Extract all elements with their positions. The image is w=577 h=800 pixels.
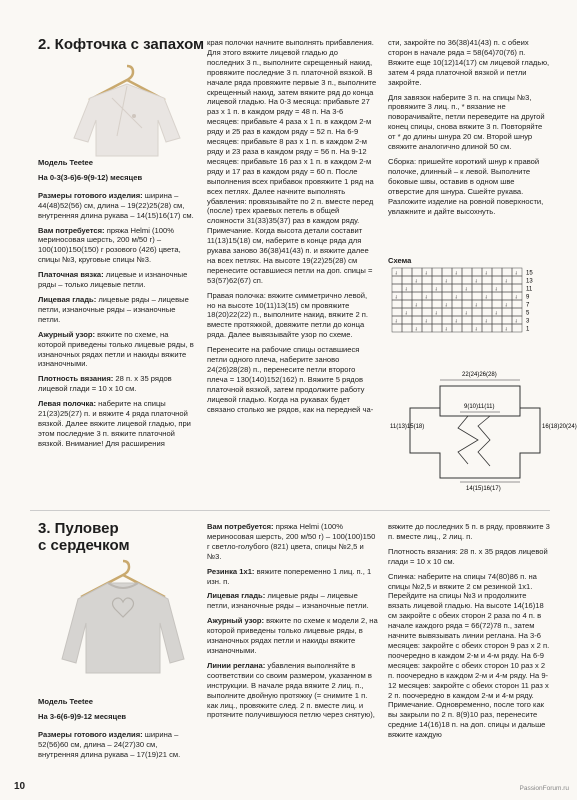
chart-cell bbox=[432, 324, 442, 332]
chart-cell bbox=[422, 284, 432, 292]
scheme-label: Схема bbox=[388, 256, 412, 265]
chart-symbol: ↓ bbox=[414, 302, 418, 309]
section2-col2-para bbox=[207, 522, 379, 562]
section2-sizes: На 3-6(6-9)9-12 месяцев bbox=[38, 711, 127, 721]
chart-row-label: 7 bbox=[526, 302, 530, 309]
chart-cell bbox=[402, 300, 412, 308]
chart-cell bbox=[402, 324, 412, 332]
section1-col1-para-heading: Плотность вязания: bbox=[38, 374, 114, 384]
chart-cell bbox=[482, 324, 492, 332]
section1-col1-para-heading: Размеры готового изделия: bbox=[38, 190, 143, 200]
section2-col1-para-text: ширина – 52(56)60 см, длина – 24(27)30 см, внутренняя длина рукава – 17(19)21 см. bbox=[38, 729, 181, 759]
chart-cell bbox=[452, 276, 462, 284]
chart-cell bbox=[422, 308, 432, 316]
section1-col1-para bbox=[38, 374, 198, 394]
chart-cell bbox=[462, 268, 472, 276]
chart-symbol: ↓ bbox=[474, 302, 478, 309]
chart-cell bbox=[452, 284, 462, 292]
section1-col1-para-heading: Ажурный узор: bbox=[38, 329, 95, 339]
chart-cell bbox=[452, 300, 462, 308]
section2-col1-para-heading: Размеры готового изделия: bbox=[38, 729, 143, 739]
section2-col2-para bbox=[207, 616, 379, 656]
chart-symbol: ↓ bbox=[454, 294, 458, 301]
chart-cell bbox=[462, 324, 472, 332]
chart-cell bbox=[392, 300, 402, 308]
section2-col2 bbox=[207, 522, 379, 725]
chart-cell bbox=[392, 308, 402, 316]
chart-symbol: ↓ bbox=[464, 286, 468, 293]
chart-symbol: ↓ bbox=[444, 302, 448, 309]
chart-cell bbox=[392, 276, 402, 284]
chart-cell bbox=[472, 284, 482, 292]
chart-cell bbox=[402, 276, 412, 284]
section1-col1-para-text: лицевые ряды – лицевые петли, изнаночные ряды – изнаночные петли. bbox=[38, 294, 189, 324]
knitting-chart bbox=[392, 268, 542, 348]
section1-sleeves: Перенесите на рабочие спицы оставшиеся петли одного плеча, наберите заново 24(26)28(28) п., перенесите петли второго плеча = 130(140)152(162) п. Вяжите 5 рядов платочной вязкой, затем продолжите работу лицевой гладью. Когда на рукавах будет связано столько же рядов, как на передней ча- bbox=[207, 345, 374, 414]
chart-cell bbox=[492, 292, 502, 300]
section1-right-front: Правая полочка: вяжите симметрично левой, но на высоте 10(11)13(15) см провяжите 18(20)22(22) п., выполните накид, вяжите 2 п. вместе протяжкой, довяжите петли до конца ряда. Далее вывязывайте узор по схеме. bbox=[207, 290, 368, 340]
chart-cell bbox=[502, 308, 512, 316]
chart-cell bbox=[482, 276, 492, 284]
chart-symbol: ↓ bbox=[414, 278, 418, 285]
chart-symbol: ↓ bbox=[394, 294, 398, 301]
chart-cell bbox=[402, 268, 412, 276]
chart-cell bbox=[432, 268, 442, 276]
section1-title: 2. Кофточка с запахом bbox=[38, 36, 205, 53]
chart-cell bbox=[492, 324, 502, 332]
chart-cell bbox=[422, 300, 432, 308]
section1-col1-para bbox=[38, 270, 198, 290]
chart-cell bbox=[432, 276, 442, 284]
section1-col3-p2: Для завязок наберите 3 п. на спицы №3, провяжите 3 лиц. п., * вязание не поворачивайте, петли переведите на другой конец спицы, снова вяжите 3 п. Повторяйте от * до длины шнура 20 см. Второй шнур свяжите аналогично длиной 50 см. bbox=[388, 92, 545, 152]
section1-col1-para-text: ширина – 44(48)52(56) см, длина – 19(22)25(28) см, внутренняя длина рукава – 14(15)16(17) см. bbox=[38, 190, 194, 220]
chart-cell bbox=[402, 316, 412, 324]
chart-symbol: ↓ bbox=[394, 270, 398, 277]
chart-cell bbox=[502, 316, 512, 324]
chart-symbol: ↓ bbox=[424, 270, 428, 277]
chart-symbol: ↓ bbox=[514, 318, 518, 325]
section2-title-line2: с сердечком bbox=[38, 537, 130, 554]
chart-cell bbox=[472, 268, 482, 276]
section2-col3-p1: вяжите до последних 5 п. в ряду, провяжите 3 п. вместе лиц., 2 лиц. п. bbox=[388, 522, 550, 541]
chart-symbol: ↓ bbox=[464, 310, 468, 317]
chart-cell bbox=[502, 284, 512, 292]
chart-symbol: ↓ bbox=[484, 270, 488, 277]
chart-row-label: 3 bbox=[526, 318, 530, 325]
chart-cell bbox=[432, 316, 442, 324]
section2-col1-para bbox=[38, 730, 198, 760]
section2-col3-p2: Плотность вязания: 28 п. x 35 рядов лицевой глади = 10 x 10 см. bbox=[388, 546, 548, 566]
chart-cell bbox=[392, 324, 402, 332]
chart-symbol: ↓ bbox=[454, 318, 458, 325]
chart-symbol: ↓ bbox=[504, 278, 508, 285]
chart-symbol: ↓ bbox=[424, 294, 428, 301]
pink-cardigan-photo bbox=[72, 58, 182, 158]
section2-col2-para bbox=[207, 661, 379, 720]
chart-cell bbox=[502, 268, 512, 276]
section1-col1-para-heading: Платочная вязка: bbox=[38, 270, 104, 280]
section1-col3-p3: Сборка: пришейте короткий шнур к правой полочке, длинный – к левой. Выполните боковые швы, оставив в одном шве отверстие для шнура. Сшейте рукава. Разложите изделие на ровной поверхности, увлажните и дайте высохнуть. bbox=[388, 156, 544, 216]
section2-col2-para-heading: Линии реглана: bbox=[207, 660, 266, 670]
section1-col1 bbox=[38, 191, 198, 449]
section2-col3-p3: Спинка: наберите на спицы 74(80)86 п. на спицы №2,5 и вяжите 2 см резинкой 1x1. Перейдите на спицы №3 и продолжите вязать лицевой гладью. На высоте 14(16)18 см закройте с обеих сторон 2 раза по 4 п. в начале каждого ряда = 66(72)78 п., затем начните вывязывать линии реглана. На 3-6 месяцев: закройте с обеих сторон 9 раз x 2 п. поочередно в каждом 2-м и 4-м ряду. На 6-9 месяцев: закройте с обеих сторон 10 раз x 2 п. поочередно в каждом 2-м и 4-м ряду. На 9-12 месяцев: закройте с обеих сторон 11 раз x 2 п. поочередно в каждом 2-м и 4-м ряду. Примечание. Одновременно, после того как вы закрыли по 2 п. 8(9)10 раз, перенесите средние 14(16)18 п. на доп. спицы и дальше вяжите каждую bbox=[388, 571, 550, 740]
chart-cell bbox=[392, 284, 402, 292]
chart-row-label: 11 bbox=[526, 286, 533, 293]
schematic-neck-label: 9(10)11(11) bbox=[464, 404, 495, 410]
chart-symbol: ↓ bbox=[504, 302, 508, 309]
section1-col1-para-text: 28 п. x 35 рядов лицевой глади = 10 x 10 см. bbox=[38, 374, 172, 394]
section2-col2-para-text: вяжите по схеме к модели 2, на которой приведены только лицевые ряды, в изнаночных рядах петли и накиды вяжите изнаночными. bbox=[207, 616, 378, 655]
chart-cell bbox=[422, 324, 432, 332]
section1-col1-para-text: пряжа Helmi (100% мериносовая шерсть, 200 м/50 г) – 100(100)150(150) г розового (426) цвета, спицы №3, круговые спицы №3. bbox=[38, 225, 181, 265]
chart-symbol: ↓ bbox=[434, 310, 438, 317]
section1-col1-para bbox=[38, 191, 198, 221]
section2-model: Модель Teetee bbox=[38, 697, 94, 706]
chart-cell bbox=[422, 276, 432, 284]
chart-cell bbox=[482, 284, 492, 292]
chart-symbol: ↓ bbox=[404, 286, 408, 293]
section1-col1-para bbox=[38, 399, 198, 449]
chart-cell bbox=[462, 300, 472, 308]
chart-cell bbox=[412, 308, 422, 316]
chart-row-label: 9 bbox=[526, 294, 530, 301]
section1-col1-para bbox=[38, 226, 198, 266]
chart-symbol: ↓ bbox=[394, 318, 398, 325]
section-divider bbox=[30, 510, 550, 511]
chart-cell bbox=[512, 300, 522, 308]
chart-cell bbox=[492, 268, 502, 276]
chart-cell bbox=[432, 300, 442, 308]
chart-cell bbox=[512, 308, 522, 316]
section2-col2-para-heading: Лицевая гладь: bbox=[207, 591, 266, 601]
chart-cell bbox=[462, 292, 472, 300]
chart-row-label: 1 bbox=[526, 326, 530, 333]
section1-sizes: На 0-3(3-6)6-9(9-12) месяцев bbox=[38, 172, 143, 182]
chart-symbol: ↓ bbox=[424, 318, 428, 325]
section1-col1-para bbox=[38, 330, 198, 370]
section2-col2-para-text: пряжа Helmi (100% мериносовая шерсть, 200 м/50 г) – 100(100)150 г светло-голубого (821) цвета, спицы №2,5 и №3. bbox=[207, 522, 376, 561]
chart-cell bbox=[442, 308, 452, 316]
section1-col2-text: края полочки начните выполнять прибавления. Для этого вяжите лицевой гладью до последних 3 п., выполните скрещенный накид, провяжите последние 3 п. платочной вязкой. В начале ряда провяжите первые 3 п., выполните скрещенный накид, затем вяжите ряд до конца лицевой гладью. На 0-3 месяца: прибавьте 27 раз x 1 п. в каждом ряду = 48 п. На 3-6 месяцев: прибавьте 4 раза x 1 п. в каждом 2-м ряду и 25 раз в каждом ряду = 52 п. На 6-9 месяцев: прибавьте 8 раз x 1 п. в каждом 2-м ряду и 23 раза в каждом ряду = 56 п. На 9-12 месяцев: прибавьте 16 раз x 1 п. в каждом 2-м ряду и 17 раз в каждом ряду = 60 п. После выполнения всех прибавок провяжите 1 ряд на всех петлях. Далее начните выполнять убавления: провязывайте по 2 п. вместе перед (после) трех краевых петель в общей сложности 31(33)35(37) раз в каждом ряду. Примечание. Когда высота детали составит 11(13)15(18) см, наберите в конце ряда для рукава заново 36(38)41(43) п. и вяжите далее на всех петлях. На высоте 19(22)25(28) см перенесите оставшиеся петли на доп. спицы = 53(57)62(67) сп. bbox=[207, 38, 377, 285]
chart-cell bbox=[462, 276, 472, 284]
section2-col2-para-heading: Ажурный узор: bbox=[207, 616, 264, 626]
section2-col2-para-heading: Резинка 1x1: bbox=[207, 566, 255, 576]
chart-symbol: ↓ bbox=[484, 294, 488, 301]
chart-row-label: 5 bbox=[526, 310, 530, 317]
chart-cell bbox=[462, 316, 472, 324]
chart-cell bbox=[502, 292, 512, 300]
chart-cell bbox=[482, 300, 492, 308]
section1-col1-para bbox=[38, 295, 198, 325]
chart-cell bbox=[452, 324, 462, 332]
chart-cell bbox=[412, 268, 422, 276]
chart-symbol: ↓ bbox=[404, 310, 408, 317]
chart-cell bbox=[472, 316, 482, 324]
chart-symbol: ↓ bbox=[514, 294, 518, 301]
chart-cell bbox=[472, 308, 482, 316]
chart-symbol: ↓ bbox=[514, 270, 518, 277]
schematic-top-label: 22(24)26(28) bbox=[462, 372, 497, 378]
schematic-right-label: 16(18)20(24) bbox=[542, 424, 577, 430]
schematic-bottom-label: 14(15)16(17) bbox=[466, 486, 501, 492]
chart-cell bbox=[492, 276, 502, 284]
section1-col1-para-heading: Вам потребуется: bbox=[38, 225, 105, 235]
chart-cell bbox=[412, 292, 422, 300]
chart-row-label: 15 bbox=[526, 270, 533, 277]
section2-col2-para-text: лицевые ряды – лицевые петли, изнаночные ряды – изнаночные петли. bbox=[207, 591, 369, 611]
chart-cell bbox=[492, 316, 502, 324]
section1-col3-p1: сти, закройте по 36(38)41(43) п. с обеих сторон в начале ряда = 58(64)70(76) п. Вяжите еще 10(12)14(17) см лицевой гладью, затем 4 ряда платочной вязкой и петли закройте. bbox=[388, 38, 550, 87]
schematic-left-label: 11(13)15(18) bbox=[390, 424, 425, 430]
chart-symbol: ↓ bbox=[414, 326, 418, 333]
section2-title-line1: 3. Пуловер bbox=[38, 520, 119, 537]
chart-cell bbox=[402, 292, 412, 300]
section1-col1-para-heading: Левая полочка: bbox=[38, 399, 97, 409]
watermark: PassionForum.ru bbox=[519, 785, 569, 792]
chart-symbol: ↓ bbox=[484, 318, 488, 325]
chart-cell bbox=[512, 284, 522, 292]
chart-cell bbox=[442, 292, 452, 300]
section2-col2-para-heading: Вам потребуется: bbox=[207, 522, 274, 531]
chart-symbol: ↓ bbox=[494, 286, 498, 293]
section1-col1-para-text: вяжите по схеме, на которой приведены только лицевые ряды, в изнаночных рядах петли и накиды вяжите изнаночными. bbox=[38, 329, 194, 369]
chart-symbol: ↓ bbox=[434, 286, 438, 293]
chart-symbol: ↓ bbox=[474, 326, 478, 333]
chart-cell bbox=[442, 316, 452, 324]
chart-cell bbox=[452, 308, 462, 316]
section2-col2-para bbox=[207, 591, 379, 611]
chart-cell bbox=[442, 268, 452, 276]
section2-col2-para-text: вяжите попеременно 1 лиц. п., 1 изн. п. bbox=[207, 566, 372, 586]
chart-symbol: ↓ bbox=[444, 326, 448, 333]
section1-col1-para-heading: Лицевая гладь: bbox=[38, 294, 97, 304]
section2-col1 bbox=[38, 730, 198, 760]
page-number: 10 bbox=[14, 781, 26, 792]
chart-symbol: ↓ bbox=[474, 278, 478, 285]
chart-cell bbox=[442, 284, 452, 292]
section1-col1-para-text: лицевые и изнаночные ряды – только лицевые петли. bbox=[38, 270, 188, 290]
blue-pullover-photo bbox=[58, 555, 188, 690]
chart-symbol: ↓ bbox=[444, 278, 448, 285]
chart-cell bbox=[512, 276, 522, 284]
section2-col2-para bbox=[207, 567, 379, 587]
chart-cell bbox=[432, 292, 442, 300]
chart-cell bbox=[482, 308, 492, 316]
chart-cell bbox=[512, 324, 522, 332]
chart-symbol: ↓ bbox=[454, 270, 458, 277]
section2-col2-para-text: убавления выполняйте в соответствии со своим размером, указанном в инструкции. В начале ряда вяжите 2 лиц. п., выполните двойную протяжку (= снимите 1 п. как лиц., провяжите след. 2 п. вместе лиц. и протяните получившуюся петлю через снятую), bbox=[207, 660, 375, 720]
chart-row-label: 13 bbox=[526, 278, 533, 285]
chart-symbol: ↓ bbox=[494, 310, 498, 317]
chart-cell bbox=[492, 300, 502, 308]
chart-cell bbox=[412, 284, 422, 292]
garment-schematic bbox=[380, 358, 577, 498]
chart-symbol: ↓ bbox=[504, 326, 508, 333]
section1-model: Модель Teetee bbox=[38, 158, 94, 167]
section1-col1-para-text: наберите на спицы 21(23)25(27) п. и вяжите 4 ряда платочной вязкой. Далее вяжите лицевой гладью, при этом последние 3 п. вяжите платочной вязкой. Внимание! Для расширения bbox=[38, 399, 191, 448]
chart-cell bbox=[412, 316, 422, 324]
chart-cell bbox=[472, 292, 482, 300]
